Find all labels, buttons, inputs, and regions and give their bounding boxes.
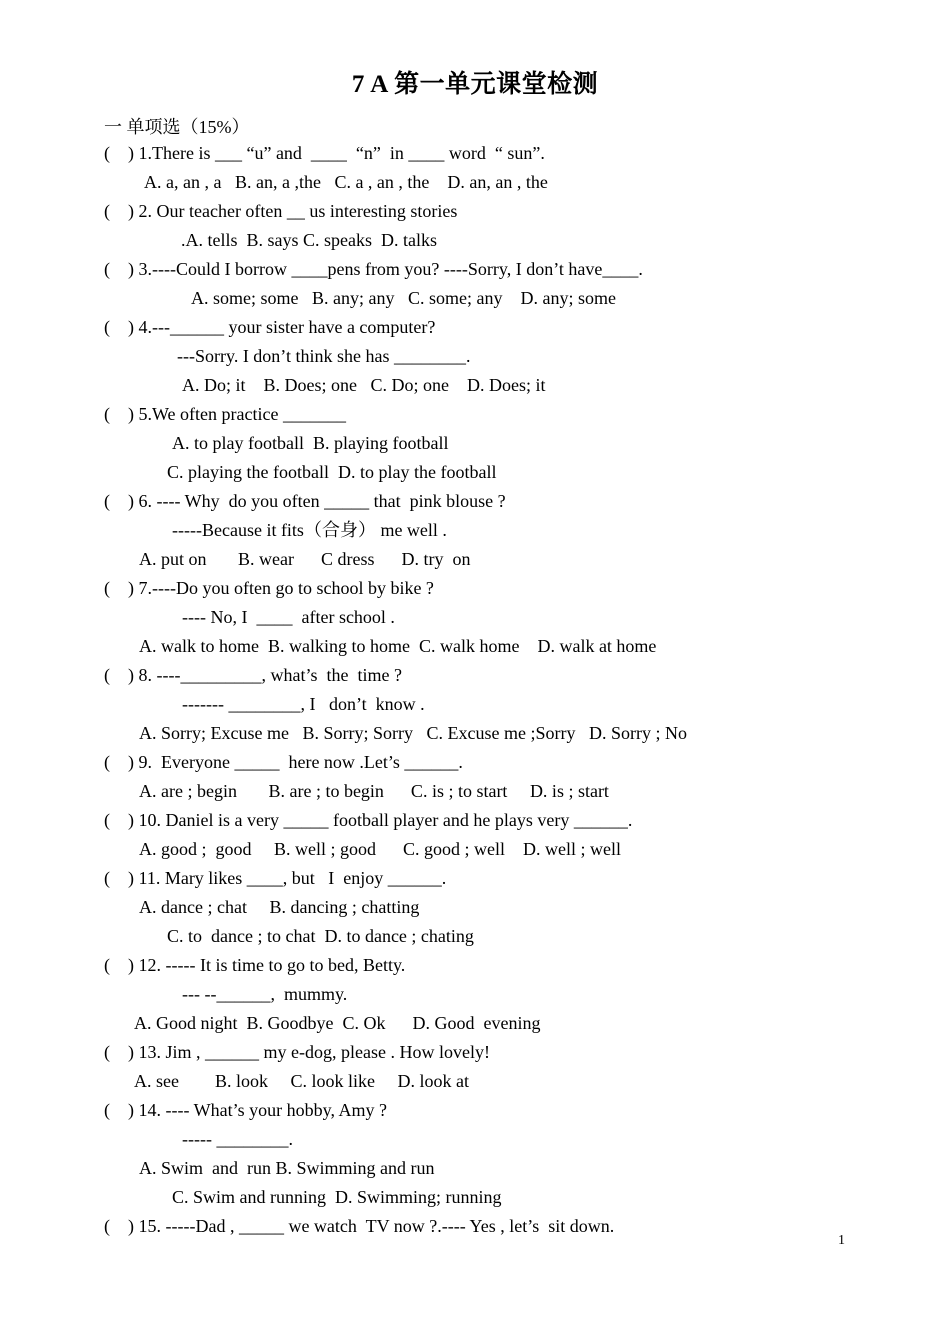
answer-line: ----- ________. [182, 1129, 293, 1149]
question-line: ( ) 15. -----Dad , _____ we watch TV now ?.---- Yes , let’s sit down. [104, 1216, 615, 1236]
options-line: C. Swim and running D. Swimming; running [172, 1187, 502, 1207]
page-title: 7 A 第一单元课堂检测 [351, 71, 599, 98]
question-line: ( ) 10. Daniel is a very _____ football player and he plays very ______. [104, 810, 633, 830]
answer-line: ------- ________, I don’t know . [182, 694, 425, 714]
options-line: A. Good night B. Goodbye C. Ok D. Good evening [134, 1013, 541, 1033]
question-line: ( ) 3.----Could I borrow ____pens from you? ----Sorry, I don’t have____. [104, 259, 643, 279]
options-line: A. good ; good B. well ; good C. good ; well D. well ; well [139, 839, 621, 859]
options-line: A. dance ; chat B. dancing ; chatting [139, 897, 420, 917]
question-line: ( ) 6. ---- Why do you often _____ that pink blouse ? [104, 491, 506, 511]
answer-line: --- --______, mummy. [182, 984, 348, 1004]
question-line: ( ) 2. Our teacher often __ us interesting stories [104, 201, 458, 221]
question-line: ( ) 9. Everyone _____ here now .Let’s ______. [104, 752, 463, 772]
options-line: A. see B. look C. look like D. look at [134, 1071, 469, 1091]
options-line: A. walk to home B. walking to home C. walk home D. walk at home [139, 636, 657, 656]
options-line: A. a, an , a B. an, a ,the C. a , an , the D. an, an , the [144, 172, 548, 192]
options-line: A. Sorry; Excuse me B. Sorry; Sorry C. Excuse me ;Sorry D. Sorry ; No [139, 723, 687, 743]
section-heading: 一 单项选（15%） [104, 117, 250, 137]
options-line: A. Swim and run B. Swimming and run [139, 1158, 435, 1178]
answer-line: ---- No, I ____ after school . [182, 607, 395, 627]
options-line: .A. tells B. says C. speaks D. talks [181, 230, 437, 250]
options-line: A. are ; begin B. are ; to begin C. is ; to start D. is ; start [139, 781, 609, 801]
options-line: C. playing the football D. to play the football [167, 462, 497, 482]
question-line: ( ) 11. Mary likes ____, but I enjoy ______. [104, 868, 447, 888]
answer-line: ---Sorry. I don’t think she has ________. [177, 346, 471, 366]
options-line: A. put on B. wear C dress D. try on [139, 549, 471, 569]
question-line: ( ) 7.----Do you often go to school by bike ? [104, 578, 434, 598]
question-line: ( ) 8. ----_________, what’s the time ? [104, 665, 402, 685]
options-line: A. Do; it B. Does; one C. Do; one D. Does; it [182, 375, 546, 395]
question-line: ( ) 14. ---- What’s your hobby, Amy ? [104, 1100, 387, 1120]
question-line: ( ) 4.---______ your sister have a computer? [104, 317, 436, 337]
question-line: ( ) 13. Jim , ______ my e-dog, please . How lovely! [104, 1042, 490, 1062]
page-number: 1 [838, 1233, 845, 1248]
question-line: ( ) 12. ----- It is time to go to bed, Betty. [104, 955, 406, 975]
options-line: A. some; some B. any; any C. some; any D. any; some [191, 288, 616, 308]
options-line: C. to dance ; to chat D. to dance ; chating [167, 926, 474, 946]
question-line: ( ) 5.We often practice _______ [104, 404, 346, 424]
options-line: A. to play football B. playing football [172, 433, 449, 453]
question-line: ( ) 1.There is ___ “u” and ____ “n” in ____ word “ sun”. [104, 143, 545, 163]
answer-line: -----Because it fits（合身） me well . [172, 520, 447, 540]
